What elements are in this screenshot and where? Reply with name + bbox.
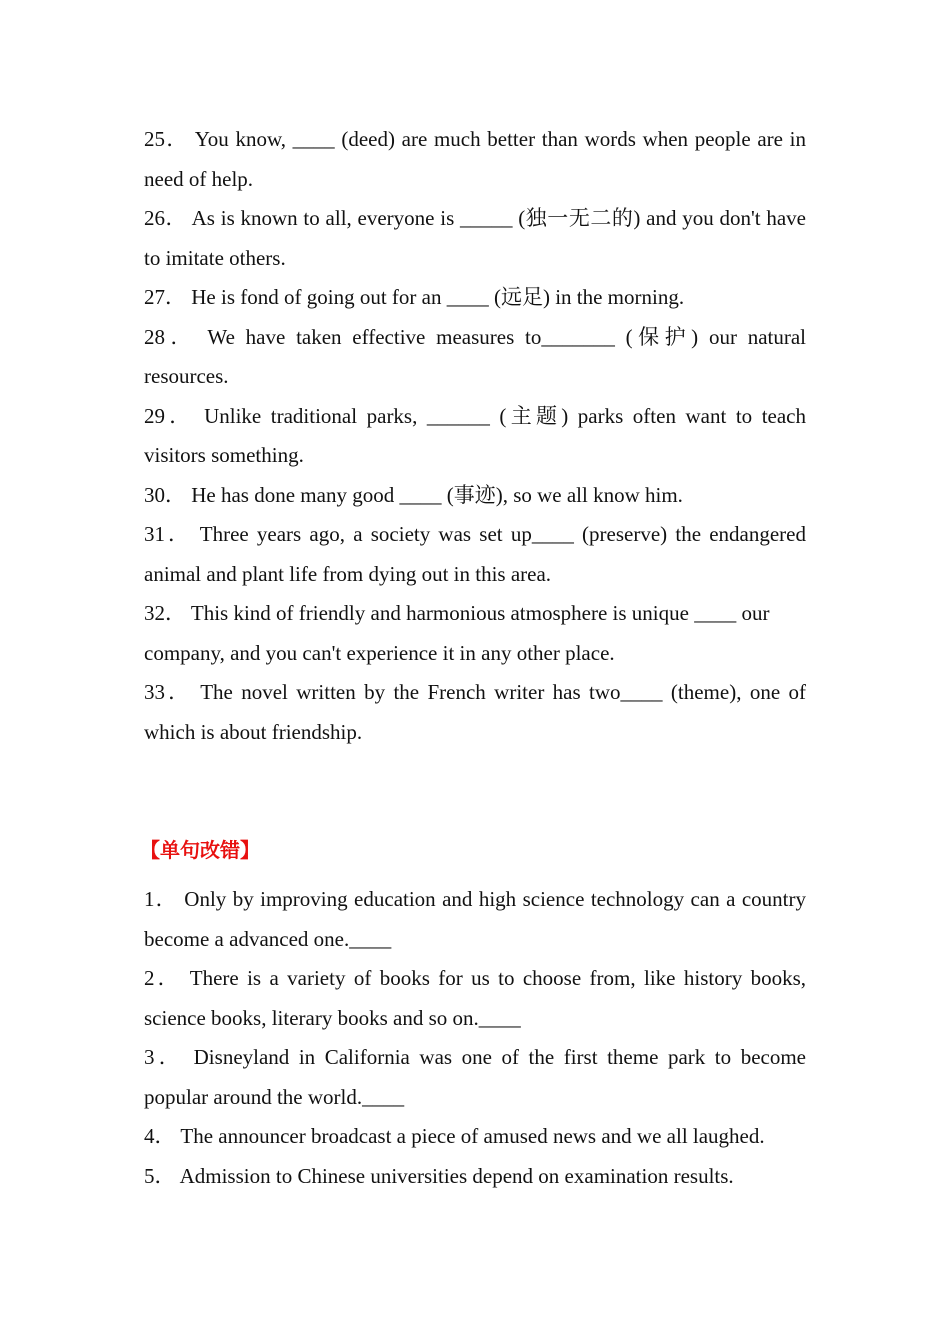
question-number: 1． bbox=[144, 887, 178, 911]
question-text: This kind of friendly and harmonious atmosphere is unique ____ our company, and you can't experience it in any other place. bbox=[144, 601, 770, 665]
question-number: 25． bbox=[144, 127, 189, 151]
question-number: 27． bbox=[144, 285, 186, 309]
question-text: The announcer broadcast a piece of amused news and we all laughed. bbox=[175, 1124, 765, 1148]
question-number: 5． bbox=[144, 1163, 176, 1188]
question-text: Disneyland in California was one of the first theme park to become popular around the world.____ bbox=[144, 1045, 806, 1109]
question-28 bbox=[144, 318, 806, 397]
question-text: Three years ago, a society was set up____ (preserve) the endangered animal and plant life from dying out in this area. bbox=[144, 522, 806, 586]
question-text: Unlike traditional parks, ______ (主题) parks often want to teach visitors something. bbox=[144, 403, 806, 467]
question-text: He has done many good ____ (事迹), so we all know him. bbox=[186, 482, 683, 507]
correction-question-1 bbox=[144, 880, 806, 959]
question-text: You know, ____ (deed) are much better than words when people are in need of help. bbox=[144, 127, 806, 191]
question-number: 31． bbox=[144, 522, 192, 546]
question-33 bbox=[144, 673, 806, 752]
section-heading-error-correction: 【单句改错】 bbox=[140, 838, 260, 862]
question-text: The novel written by the French writer has two____ (theme), one of which is about friendship. bbox=[144, 680, 806, 744]
question-number: 4． bbox=[144, 1124, 176, 1148]
question-26 bbox=[144, 199, 806, 278]
question-number: 32． bbox=[144, 601, 186, 625]
correction-question-5 bbox=[144, 1157, 806, 1197]
question-27 bbox=[144, 278, 806, 318]
question-number: 30． bbox=[144, 482, 186, 507]
question-text: As is known to all, everyone is _____ (独一无二的) and you don't have to imitate others. bbox=[144, 206, 806, 270]
question-number: 26． bbox=[144, 206, 188, 230]
correction-question-3 bbox=[144, 1038, 806, 1117]
question-text: There is a variety of books for us to choose from, like history books, science books, literary books and so on.____ bbox=[144, 966, 806, 1030]
question-number: 33． bbox=[144, 680, 193, 704]
question-text: Only by improving education and high science technology can a country become a advanced one.____ bbox=[144, 887, 807, 951]
question-text: He is fond of going out for an ____ (远足) in the morning. bbox=[186, 285, 685, 309]
question-number: 28． bbox=[144, 324, 198, 349]
question-29 bbox=[144, 397, 806, 476]
correction-question-2 bbox=[144, 959, 806, 1038]
question-text: Admission to Chinese universities depend on examination results. bbox=[175, 1163, 734, 1188]
question-30 bbox=[144, 476, 806, 516]
question-31 bbox=[144, 515, 806, 594]
question-number: 2． bbox=[144, 966, 182, 990]
section-spacer bbox=[144, 752, 806, 830]
worksheet-page bbox=[140, 120, 807, 1196]
question-number: 29． bbox=[144, 403, 195, 428]
correction-question-4 bbox=[144, 1117, 806, 1157]
question-32 bbox=[144, 594, 806, 673]
question-text: We have taken effective measures to_______ (保护) our natural resources. bbox=[144, 324, 807, 388]
question-number: 3． bbox=[144, 1045, 185, 1069]
question-25 bbox=[144, 120, 806, 199]
